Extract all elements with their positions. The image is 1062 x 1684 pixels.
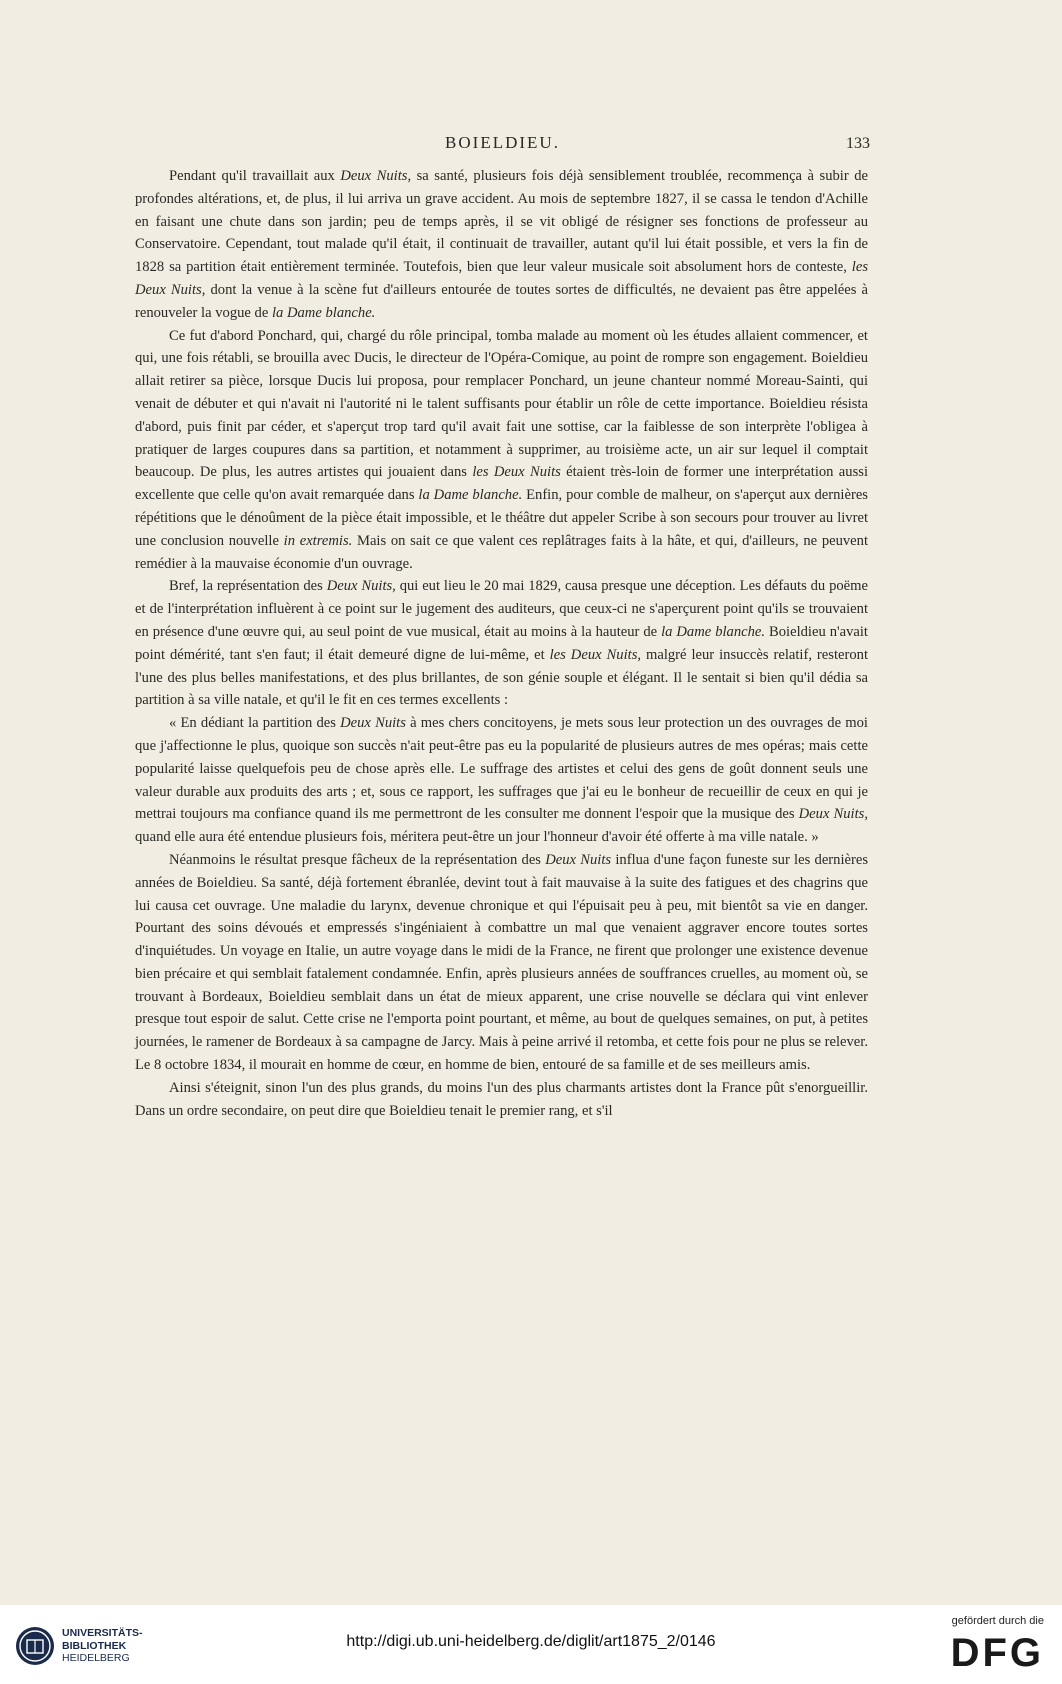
dfg-logo: DFG bbox=[950, 1631, 1044, 1675]
library-line-3: HEIDELBERG bbox=[62, 1652, 130, 1664]
italic-title: Deux Nuits bbox=[340, 715, 406, 732]
paragraph-2: Ce fut d'abord Ponchard, qui, chargé du rôle principal, tomba malade au moment où les études allaient commencer, et qui, une fois rétabli, se brouilla avec Ducis, le directeur de l'Opéra-Comique, au point de rompre son engagement. Boieldieu allait retirer sa pièce, lorsque Ducis lui proposa, pour remplacer Ponchard, un jeune chanteur nommé Moreau-Sainti, qui venait de débuter et qui n'avait ni l'autorité ni le talent suffisants pour établir un rôle de cette importance. Boieldieu résista d'abord, puis finit par céder, et s'aperçut trop tard qu'il avait fait une sottise, car la faiblesse de son interprète l'obligea à pratiquer de larges coupures dans sa partition, et notamment à supprimer, au troisième acte, un air sur lequel il comptait beaucoup. De plus, les autres artistes qui jouaient dans les Deux Nuits étaient très-loin de former une interprétation aussi excellente que celle qu'on avait remarquée dans la Dame blanche. Enfin, pour comble de malheur, on s'aperçut aux dernières répétitions que le dénoûment de la pièce était impossible, et le théâtre dut appeler Scribe à son secours pour trouver au livret une conclusion nouvelle in extremis. Mais on sait ce que valent ces replâtrages faits à la hâte, et qui, d'ailleurs, ne peuvent remédier à la mauvaise économie d'un ouvrage. bbox=[135, 327, 869, 572]
paragraph-3: Bref, la représentation des Deux Nuits, qui eut lieu le 20 mai 1829, causa presque une déception. Les défauts du poëme et de l'interprétation influèrent à ce point sur le jugement des auditeurs, que ceux-ci ne s'aperçurent point qu'ils se trouvaient en présence d'une œuvre qui, au seul point de vue musical, était au moins à la hauteur de la Dame blanche. Boieldieu n'avait point démérité, tant s'en faut; il était demeuré digne de lui-même, et les Deux Nuits, malgré leur insuccès relatif, resteront l'une des plus belles manifestations, et des plus brillantes, de son génie souple et élégant. Il le sentait si bien qu'il dédia sa partition à sa ville natale, et qu'il le fit en ces termes excellents : bbox=[135, 578, 868, 709]
italic-title: Deux Nuits, bbox=[326, 578, 396, 595]
italic-title: la Dame blanche. bbox=[271, 304, 376, 321]
paragraph-5: Néanmoins le résultat presque fâcheux de la représentation des Deux Nuits influa d'une façon funeste sur les dernières années de Boieldieu. Sa santé, déjà fortement ébranlée, devint tout à fait mauvaise à la suite des fatigues et des chagrins que lui causa cet ouvrage. Une maladie du larynx, devenue chronique et qui l'épuisait peu à peu, mit bientôt sa vie en danger. Pourtant des soins dévoués et empressés s'ingéniaient à combattre un mal que venaient aggraver encore toutes sortes d'inquiétudes. Un voyage en Italie, un autre voyage dans le midi de la France, ne firent que prolonger une existence devenue bien précaire et qui semblait fatalement condamnée. Enfin, après plusieurs années de souffrances cruelles, au moment où, se trouvant à Bordeaux, Boieldieu semblait dans un état de mieux apparent, une crise nouvelle se déclara qui vint enlever presque tout espoir de salut. Cette crise ne l'emporta point pourtant, et même, au bout de quelques semaines, on put, à petites journées, le ramener de Bordeaux à sa campagne de Jarcy. Mais à peine arrivé il retomba, et cette fois pour ne plus se relever. Le 8 octobre 1834, il mourait en homme de cœur, en homme de bien, entouré de sa famille et de ses meilleurs amis. bbox=[135, 851, 869, 1074]
italic-title: Deux Nuits bbox=[545, 851, 612, 868]
library-line-2: BIBLIOTHEK bbox=[62, 1639, 127, 1652]
paragraph-1: Pendant qu'il travaillait aux Deux Nuits, sa santé, plusieurs fois déjà sensiblement troublée, recommença à subir de profondes altérations, et, de plus, il lui arriva un grave accident. Au mois de septembre 1827, il se cassa le tendon d'Achille en faisant une chute dans son jardin; peu de temps après, il se vit obligé de résigner ses fonctions de professeur au Conservatoire. Cependant, tout malade qu'il était, il continuait de travailler, autant qu'il lui était possible, et vers la fin de 1828 sa partition était entièrement terminée. Toutefois, bien que leur valeur musicale soit absolument hors de conteste, les Deux Nuits, dont la venue à la scène fut d'ailleurs entourée de toutes sortes de difficultés, ne devaient pas être appelées à renouveler la vogue de la Dame blanche. bbox=[135, 168, 868, 321]
italic-title: la Dame blanche. bbox=[418, 487, 523, 504]
italic-title: la Dame blanche. bbox=[661, 623, 766, 640]
italic-title: les Deux Nuits, bbox=[549, 646, 642, 663]
italic-title: Deux Nuits, bbox=[340, 168, 412, 184]
permalink-url[interactable]: http://digi.ub.uni-heidelberg.de/diglit/art1875_2/0146 bbox=[346, 1633, 716, 1650]
italic-title: les Deux Nuits, bbox=[135, 259, 868, 298]
italic-title: les Deux Nuits bbox=[472, 464, 561, 481]
body-text bbox=[135, 165, 868, 1122]
italic-title: in extremis. bbox=[283, 532, 353, 549]
paragraph-6: Ainsi s'éteignit, sinon l'un des plus grands, du moins l'un des plus charmants artistes dont la France pût s'enorgueillir. Dans un ordre secondaire, on peut dire que Boieldieu tenait le premier rang, et s'il bbox=[135, 1079, 868, 1119]
paragraph-4: « En dédiant la partition des Deux Nuits à mes chers concitoyens, je mets sous leur protection un des ouvrages de moi que j'affectionne le plus, quoique son succès n'ait peut-être pas eu la popularité de plusieurs autres de mes opéras; mais cette popularité laisse quelquefois peu de chose après elle. Le suffrage des artistes et celui des gens de goût donnent seuls une valeur durable aux produits des arts ; et, sous ce rapport, les suffrages que j'ai eu le bonheur de recueillir de ceux en qui je mettrai toujours ma confiance quand ils me permettront de les consulter me donnent l'espoir que la musique des Deux Nuits, quand elle aura été entendue plusieurs fois, méritera peut-être un jour l'honneur d'avoir été offerte à ma ville natale. » bbox=[135, 715, 868, 846]
funding-label: gefördert durch die bbox=[951, 1615, 1044, 1627]
library-line-1: UNIVERSITÄTS- bbox=[62, 1627, 143, 1639]
italic-title: Deux Nuits, bbox=[798, 806, 868, 823]
running-title: BOIELDIEU. bbox=[445, 133, 560, 152]
page-number: 133 bbox=[846, 135, 870, 152]
viewer-footer bbox=[0, 1605, 1062, 1684]
running-head bbox=[135, 133, 870, 157]
